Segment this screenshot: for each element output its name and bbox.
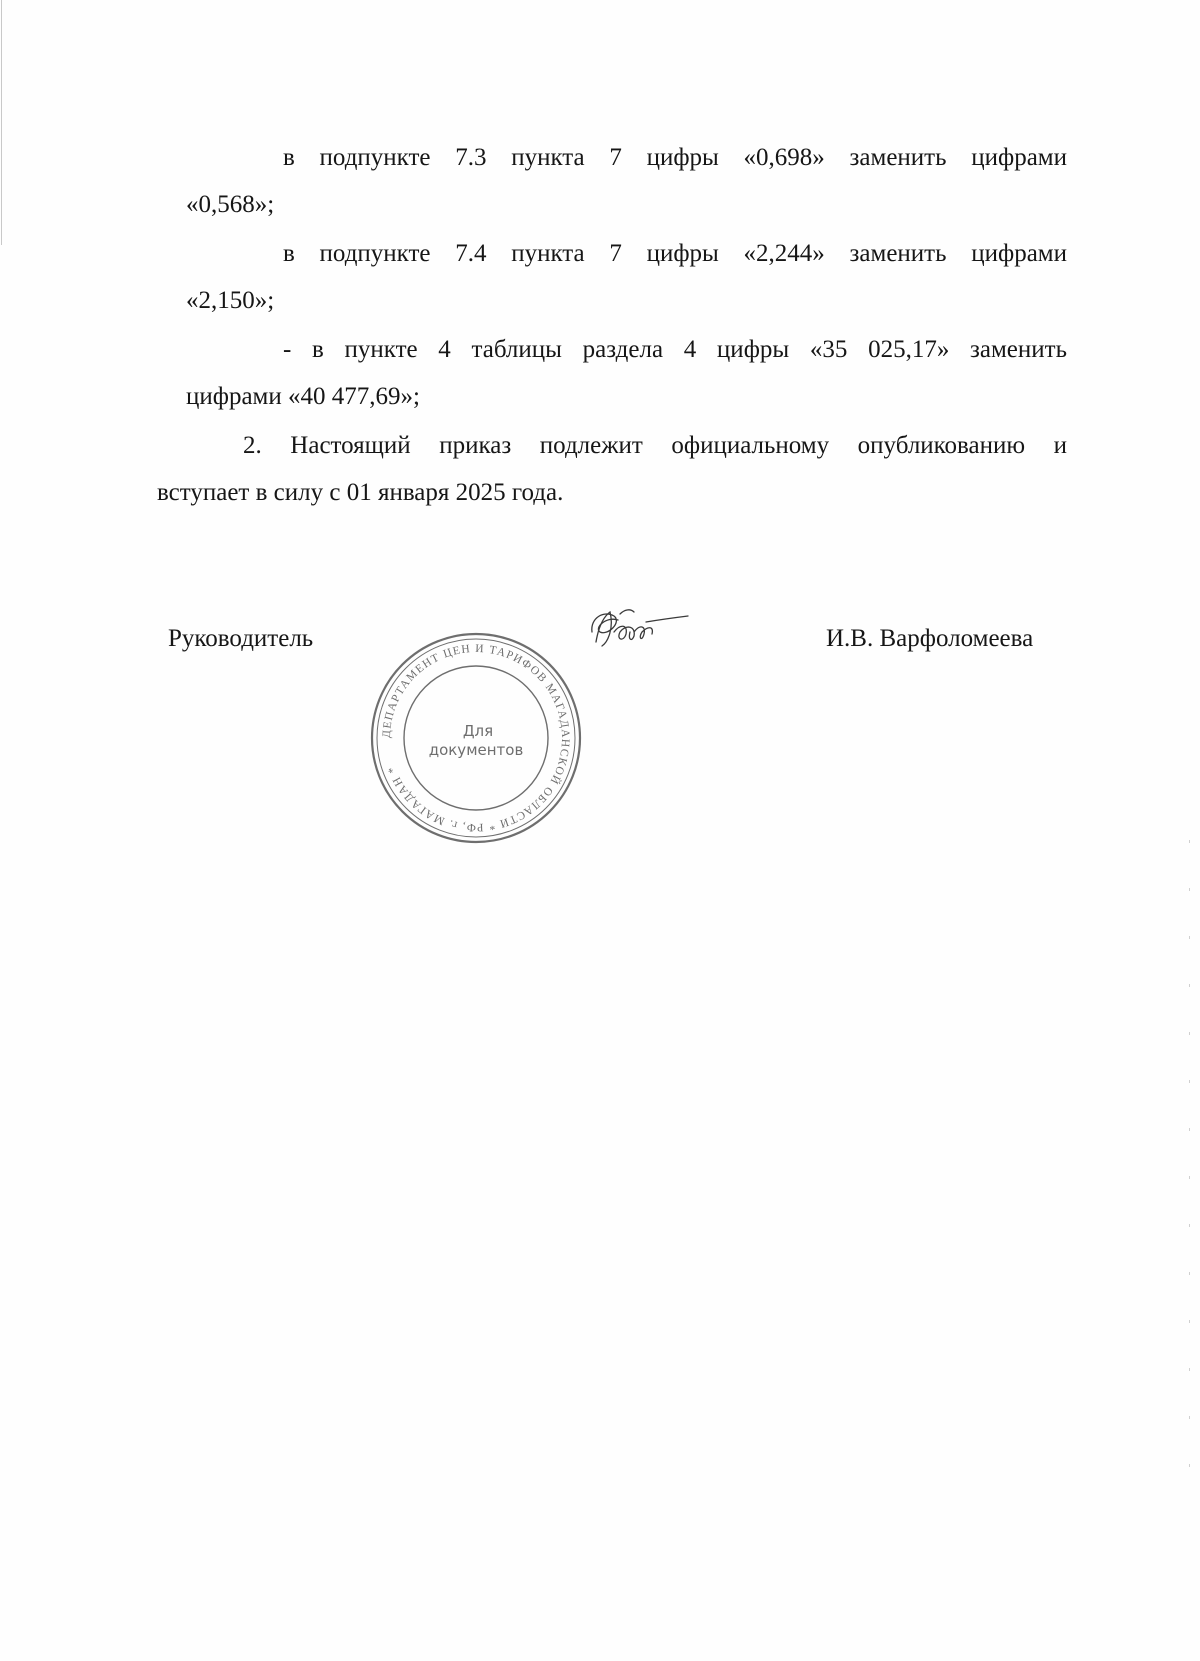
paragraph-1-line-2: «0,568»;: [186, 191, 275, 218]
official-seal: [366, 628, 586, 848]
signatory-title: Руководитель: [168, 625, 314, 652]
paragraph-2: [283, 230, 1067, 277]
paragraph-4-line-2: вступает в силу с 01 января 2025 года.: [157, 479, 564, 506]
paragraph-2-cont: [186, 277, 274, 324]
paragraph-3-line-1: - в пункте 4 таблицы раздела 4 цифры «35 025,17» заменить: [283, 336, 1067, 363]
paragraph-1: [283, 134, 1067, 181]
paragraph-3-line-2: цифрами «40 477,69»;: [186, 383, 420, 410]
paragraph-1-cont: [186, 181, 274, 228]
paragraph-4-line-1: 2. Настоящий приказ подлежит официальному опубликованию и: [243, 432, 1067, 459]
paragraph-1-line-1: в подпункте 7.3 пункта 7 цифры «0,698» заменить цифрами: [283, 144, 1067, 171]
handwritten-signature: [584, 602, 694, 662]
seal-center-line-2: документов: [428, 741, 524, 759]
paragraph-2-line-2: «2,150»;: [186, 287, 275, 314]
paragraph-3-cont: [186, 373, 420, 420]
signatory-name: И.В. Варфоломеева: [826, 625, 1034, 652]
paragraph-2-line-1: в подпункте 7.4 пункта 7 цифры «2,244» заменить цифрами: [283, 240, 1067, 267]
paragraph-4-cont: [157, 469, 563, 516]
seal-center-line-1: Для: [462, 722, 494, 740]
scan-dot-marks: [1189, 840, 1190, 1480]
paragraph-4: [243, 422, 1067, 469]
paragraph-3: [283, 326, 1067, 373]
scan-edge-mark: [1, 0, 2, 245]
seal-ring-text: ДЕПАРТАМЕНТ ЦЕН И ТАРИФОВ МАГАДАНСКОЙ ОБЛАСТИ * РФ, г. МАГАДАН *: [380, 642, 572, 834]
